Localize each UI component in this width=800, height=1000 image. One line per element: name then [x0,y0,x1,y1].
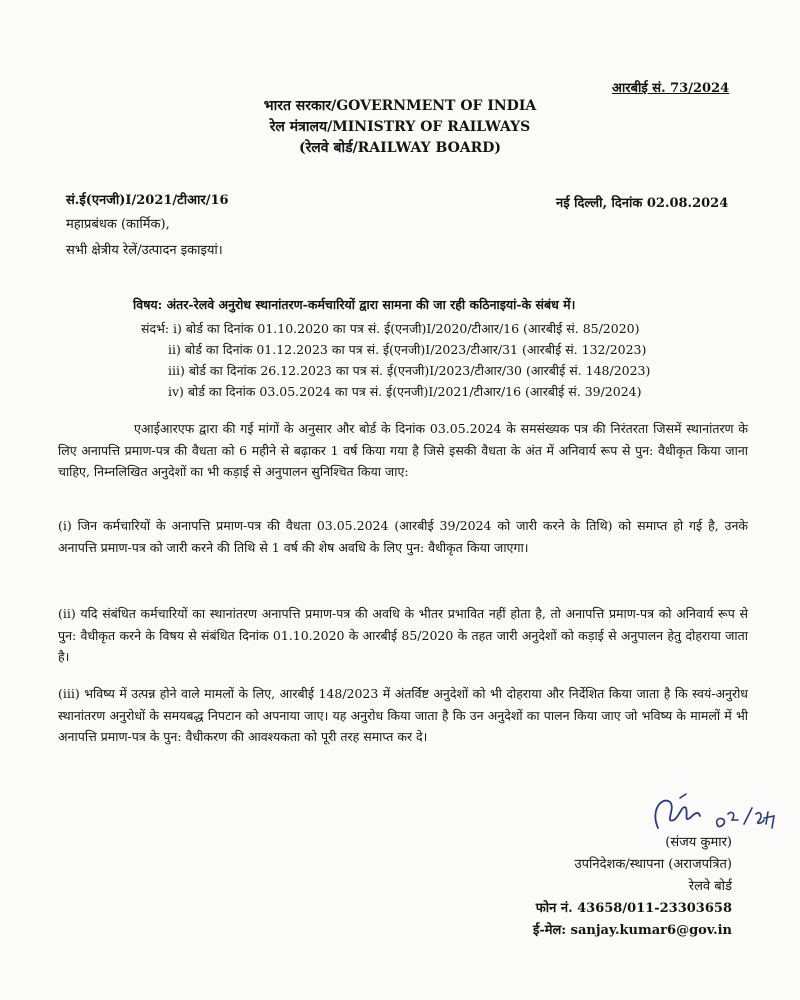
signatory-office: रेलवे बोर्ड [688,879,732,894]
header-board-line: (रेलवे बोर्ड/RAILWAY BOARD) [298,140,502,156]
addressee-block [66,212,223,264]
header-government-line: भारत सरकार/GOVERNMENT OF INDIA [263,98,537,114]
addressee-line-2: सभी क्षेत्रीय रेलें/उत्पादन इकाइयां। [66,243,223,258]
point-3-paragraph: (iii) भविष्य में उत्पन्न होने वाले मामलों के लिए, आरबीई 148/2023 में अंतर्विष्ट अनुदेशों को भी दोहराया और निर्देशित किया जाता है कि स्वयं-अनुरोध स्थानांतरण अनुरोधों के समयबद्ध निपटान को अपनाया जाए। यह अनुरोध किया जाता है कि उन अनुदेशों का पालन किया जाए जो भविष्य के मामलों में भी अनापत्ति प्रमाण-पत्र के पुन: वैधीकरण की आवश्यकता को पूरी तरह समाप्त कर दे। [58,686,748,744]
intro-paragraph: एआईआरएफ द्वारा की गई मांगों के अनुसार और बोर्ड के दिनांक 03.05.2024 के समसंख्यक पत्र की निरंतरता जिसमें स्थानांतरण के लिए अनापत्ति प्रमाण-पत्र की वैधता को 6 महीने से बढ़ाकर 1 वर्ष किया गया है जिसे इसकी वैधता के अंत में अनिवार्य रूप से पुन: वैधीकृत किया जाना चाहिए, निम्नलिखित अनुदेशों का भी कड़ाई से अनुपालन सुनिश्चित किया जाए: [58,421,748,479]
addressee-line-1: महाप्रबंधक (कार्मिक), [66,217,170,232]
reference-item: संदर्भ: i) बोर्ड का दिनांक 01.10.2020 का पत्र सं. ई(एनजी)I/2020/टीआर/16 (आरबीई सं. 85/2020) [141,321,640,336]
letter-reference-number: आरबीई सं. 73/2024 [612,81,730,96]
signatory-email: ई-मेल: sanjay.kumar6@gov.in [532,923,732,938]
reference-item: ii) बोर्ड का दिनांक 01.12.2023 का पत्र सं. ई(एनजी)I/2023/टीआर/31 (आरबीई सं. 132/2023) [168,342,647,357]
reference-item: iv) बोर्ड का दिनांक 03.05.2024 का पत्र सं. ई(एनजी)I/2021/टीआर/16 (आरबीई सं. 39/2024) [168,384,642,399]
subject-line: विषय: अंतर-रेलवे अनुरोध स्थानांतरण-कर्मचारियों द्वारा सामना की जा रही कठिनाइयां-के संबंध में। [133,297,576,312]
reference-item: iii) बोर्ड का दिनांक 26.12.2023 का पत्र सं. ई(एनजी)I/2023/टीआर/30 (आरबीई सं. 148/2023) [168,363,651,378]
references-list [141,318,650,402]
point-2-paragraph: (ii) यदि संबंधित कर्मचारियों का स्थानांतरण अनापत्ति प्रमाण-पत्र की अवधि के भीतर प्रभावित नहीं होता है, तो अनापत्ति प्रमाण-पत्र को अनिवार्य रूप से पुन: वैधीकृत करने के विषय से संबंधित दिनांक 01.10.2020 के आरबीई 85/2020 के तहत जारी अनुदेशों को कड़ाई से अनुपालन हेतु दोहराया जाता है। [58,606,748,664]
file-number: सं.ई(एनजी)I/2021/टीआर/16 [66,193,229,208]
header-ministry-line: रेल मंत्रालय/MINISTRY OF RAILWAYS [269,119,531,135]
signatory-phone: फोन नं. 43658/011-23303658 [535,901,732,916]
place-date: नई दिल्ली, दिनांक 02.08.2024 [556,196,729,211]
signatory-name: (संजय कुमार) [665,835,732,850]
signatory-designation: उपनिदेशक/स्थापना (अराजपत्रित) [574,857,732,872]
signature-block [533,832,732,942]
government-header [0,96,800,159]
point-1-paragraph: (i) जिन कर्मचारियों के अनापत्ति प्रमाण-पत्र की वैधता 03.05.2024 (आरबीई 39/2024 को जारी करने के तिथि) को समाप्त हो गई है, उनके अनापत्ति प्रमाण-पत्र को जारी करने की तिथि से 1 वर्ष की शेष अवधि के लिए पुन: वैधीकृत किया जाएगा। [58,518,748,555]
